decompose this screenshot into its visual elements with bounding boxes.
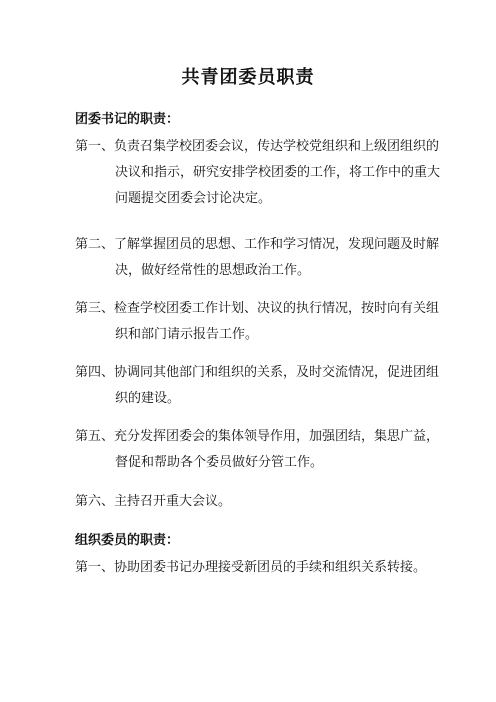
duty-line: 决，做好经常性的思想政治工作。: [115, 263, 311, 278]
duty-line: 问题提交团委会讨论决定。: [115, 191, 272, 206]
section-heading-secretary: 团委书记的职责：: [75, 112, 180, 127]
duty-line: 织和部门请示报告工作。: [115, 327, 259, 342]
duty-line: 第四、协调同其他部门和组织的关系，及时交流情况，促进团组: [75, 365, 440, 380]
duty-line: 督促和帮助各个委员做好分管工作。: [115, 455, 324, 470]
duty-line: 第三、检查学校团委工作计划、决议的执行情况，按时向有关组: [75, 301, 440, 316]
duty-line: 第一、负责召集学校团委会议，传达学校党组织和上级团组织的: [75, 139, 440, 154]
section-heading-organization: 组织委员的职责：: [75, 533, 180, 548]
duty-line: 第一、协助团委书记办理接受新团员的手续和组织关系转接。: [75, 560, 427, 575]
duty-item: [75, 365, 455, 417]
duty-line: 决议和指示，研究安排学校团委的工作，将工作中的重大: [115, 165, 441, 180]
duty-item: [75, 494, 455, 520]
duty-item: [75, 237, 455, 289]
duty-line: 第六、主持召开重大会议。: [75, 494, 232, 509]
duty-line: 第二、了解掌握团员的思想、工作和学习情况，发现问题及时解: [75, 237, 440, 252]
duty-item: [75, 139, 455, 217]
document-title: 共青团委员职责: [181, 67, 315, 88]
duty-line: 第五、充分发挥团委会的集体领导作用，加强团结，集思广益，: [75, 429, 440, 444]
duty-item: [75, 301, 455, 353]
duty-item: [75, 429, 455, 481]
duty-line: 织的建设。: [115, 391, 181, 406]
duty-item: [75, 560, 455, 586]
